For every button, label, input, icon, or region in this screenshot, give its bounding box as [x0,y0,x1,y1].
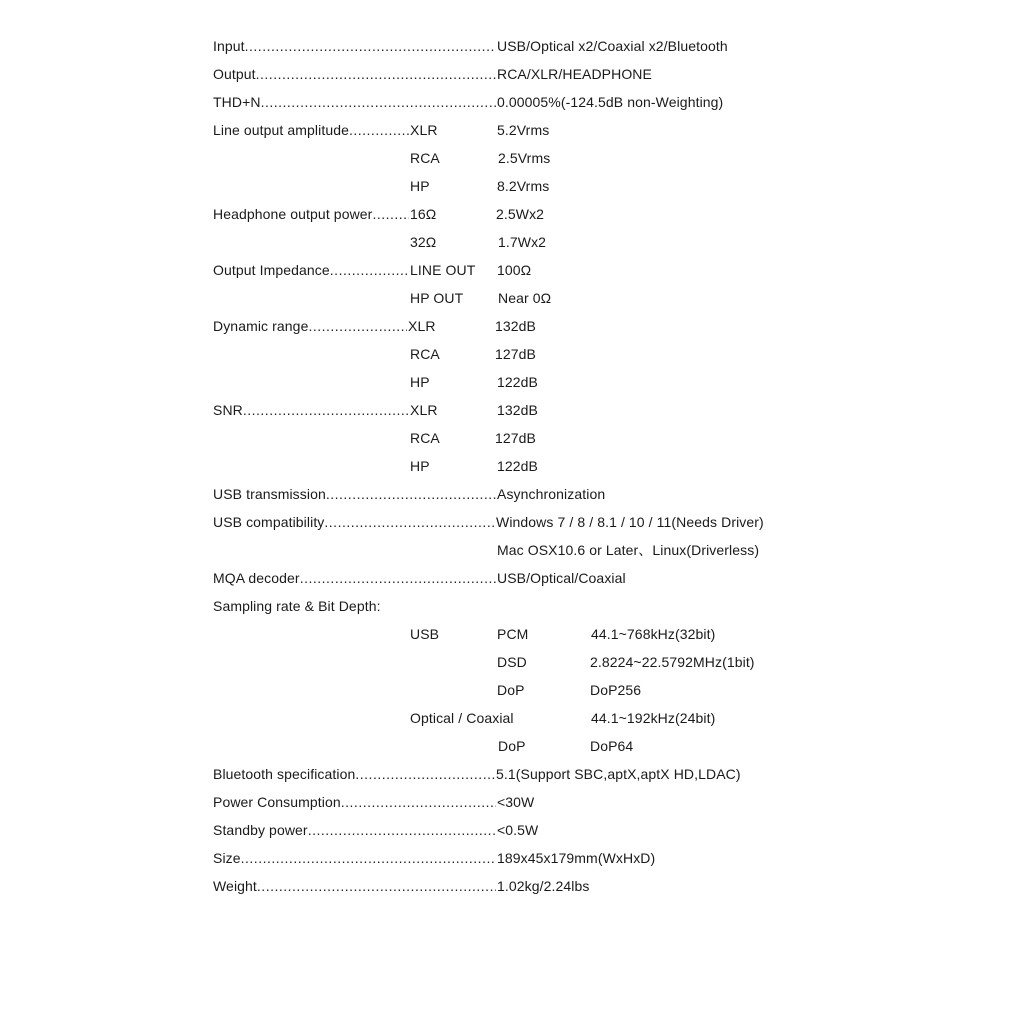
headphone-power-label: Headphone output power ..... [213,205,409,223]
dynamic-range-label: Dynamic range ..... [213,317,407,335]
sampling-format: DSD [497,654,527,670]
usb-compatibility-value-2: Mac OSX10.6 or Later、Linux(Driverless) [497,542,760,558]
thd-label: THD+N ..... [213,93,496,111]
sampling-value: DoP64 [590,738,634,754]
sampling-format: DoP [498,738,526,754]
input-label: Input ..... [213,37,496,55]
snr-value: 132dB [497,402,538,418]
headphone-power-value: 1.7Wx2 [498,234,547,250]
sampling-value: 44.1~768kHz(32bit) [591,626,716,642]
dynamic-range-value: 127dB [495,346,536,362]
mqa-label: MQA decoder ..... [213,569,496,587]
dynamic-range-sub: HP [410,374,430,390]
sampling-label: Sampling rate & Bit Depth: [213,598,381,614]
snr-value: 122dB [497,458,538,474]
weight-value: 1.02kg/2.24lbs [497,878,590,894]
power-label: Power Consumption ..... [213,793,496,811]
line-output-sub: HP [410,178,430,194]
sampling-format: DoP [497,682,525,698]
sampling-optical-value: 44.1~192kHz(24bit) [591,710,716,726]
line-output-value: 2.5Vrms [498,150,551,166]
line-output-value: 5.2Vrms [497,122,550,138]
bluetooth-label: Bluetooth specification ..... [213,765,495,783]
weight-label: Weight ..... [213,877,496,895]
output-impedance-sub: HP OUT [410,290,464,306]
sampling-value: DoP256 [590,682,642,698]
usb-compatibility-label: USB compatibility ..... [213,513,495,531]
power-value: <30W [497,794,535,810]
dynamic-range-sub: RCA [410,346,440,362]
line-output-value: 8.2Vrms [497,178,550,194]
headphone-power-sub: 16Ω [410,206,437,222]
sampling-optical-label: Optical / Coaxial [410,710,514,726]
snr-sub: RCA [410,430,440,446]
thd-value: 0.00005%(-124.5dB non-Weighting) [497,94,724,110]
usb-transmission-label: USB transmission ..... [213,485,496,503]
standby-label: Standby power ..... [213,821,496,839]
output-label: Output ..... [213,65,496,83]
output-impedance-label: Output Impedance ..... [213,261,409,279]
snr-sub: XLR [410,402,438,418]
sampling-usb-label: USB [410,626,440,642]
output-impedance-value: Near 0Ω [498,290,552,306]
line-output-sub: RCA [410,150,440,166]
headphone-power-value: 2.5Wx2 [496,206,545,222]
size-label: Size ..... [213,849,496,867]
snr-label: SNR ..... [213,401,409,419]
output-value: RCA/XLR/HEADPHONE [497,66,652,82]
dynamic-range-sub: XLR [408,318,436,334]
dynamic-range-value: 132dB [495,318,536,334]
bluetooth-value: 5.1(Support SBC,aptX,aptX HD,LDAC) [496,766,741,782]
size-value: 189x45x179mm(WxHxD) [497,850,656,866]
output-impedance-sub: LINE OUT [410,262,476,278]
output-impedance-value: 100Ω [497,262,532,278]
usb-transmission-value: Asynchronization [497,486,606,502]
sampling-format: PCM [497,626,529,642]
line-output-sub: XLR [410,122,438,138]
headphone-power-sub: 32Ω [410,234,437,250]
usb-compatibility-value: Windows 7 / 8 / 8.1 / 10 / 11(Needs Driver) [496,514,764,530]
standby-value: <0.5W [497,822,539,838]
snr-sub: HP [410,458,430,474]
snr-value: 127dB [495,430,536,446]
input-value: USB/Optical x2/Coaxial x2/Bluetooth [497,38,728,54]
mqa-value: USB/Optical/Coaxial [497,570,626,586]
sampling-value: 2.8224~22.5792MHz(1bit) [590,654,755,670]
dynamic-range-value: 122dB [497,374,538,390]
line-output-label: Line output amplitude ..... [213,121,409,139]
